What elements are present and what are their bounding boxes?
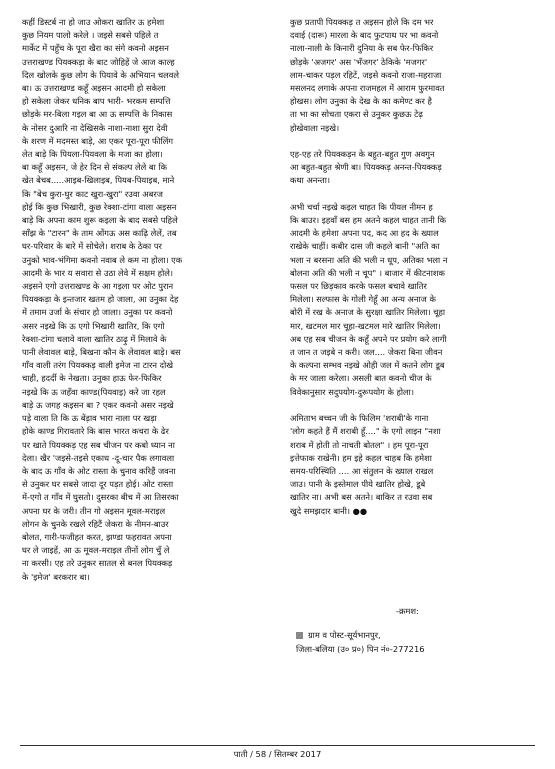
- left-column: [22, 16, 274, 584]
- text-line: इत्तेफाक राखेनी। हम इहे कहल चाहब कि हमेशा: [290, 452, 432, 463]
- text-line: समय-परिस्थिति .... आ संतुलन के ख्याल राखल: [290, 465, 434, 476]
- text-line: पियक्कड़ा के इन्तजार खतम हो जाला, आ उनुका देह: [22, 294, 179, 305]
- text-line: साँझ के "टारन" के ताम ओंगऊ अस काढ़ि लेलें, तब: [22, 228, 177, 239]
- text-line: के शरण में मदमस्त बाड़े, आ एकर पूरा-पूरा फीलिंग: [22, 135, 174, 146]
- text-line: मार, खटमल मार चूहा-खटमल मारे खातिर मिलेला।: [290, 320, 441, 331]
- text-line: के कल्पना सम्भव नइखे ओही जल में कतने लोग डूब: [290, 360, 445, 371]
- continued-note: -क्रमश:: [396, 606, 419, 616]
- text-line: बा। ऊ उत्तराखण्ड कहूँ अइसन आदमी हो सकेला: [22, 83, 166, 94]
- text-line: होके काण्ड गिरावतारे कि बास भारत कचरा के ढेर: [22, 426, 169, 437]
- text-line: बोलना अति की भली न चूप" । बाजार में कीटनाशक: [290, 267, 445, 278]
- text-line: पर खाते पियक्कड़ एह सब चीजन पर कबो ध्यान ना: [22, 439, 175, 450]
- text-line: आदमी के भार य सवारा से उठा लेवे में सक्षम होले।: [22, 267, 174, 278]
- text-line: खुदे समझदार बानी। ●●: [290, 505, 368, 516]
- text-line: दवाई (दारू) मारला के बाद फुटपाथ पर भा कवनो: [290, 30, 439, 41]
- text-line: के 'इमेज' बरकरार बा।: [22, 571, 90, 582]
- text-line: नाला-नाली के किनारी दुनिया के सब फेर-फिकिर: [290, 43, 434, 54]
- text-line: बाड़े ऊ जगह कइसन बा ? एकर कवनो असर नइखे: [22, 399, 174, 410]
- text-line: दिल खोलके कुछ लोग के पियावे के अभियान चलवले: [22, 69, 180, 80]
- text-line: खेत बेचब.....आइब-खिलाइब, पियब-पियाइब, माने: [22, 175, 175, 186]
- text-line: बाड़े कि अपना काम शुरू कइला के बाद सबसे पहिले: [22, 215, 178, 226]
- text-line: छोड़के 'अजगर' अस 'भँजगर' ठेकिके 'मजगर': [290, 56, 428, 67]
- text-line: छोड़के मर-बिला गइल बा आ ऊ सम्पत्ति के निकास: [22, 109, 173, 120]
- text-line: होई कि कुछ भिखारी, कुछ रेक्शा-टांगा वाला अइसन: [22, 201, 177, 212]
- text-line: [290, 188, 540, 201]
- text-line: में-एगो त गाँव में घुसतो। दुसरका बीच में आ तिसरका: [22, 492, 179, 503]
- text-line: रेक्शा-टांगा चलावे वाला खातिर ठाढ़ु में मिलावे के: [22, 333, 167, 344]
- address-village: ग्राम व पोस्ट-सूर्यभानपुर,: [308, 630, 381, 640]
- text-line: एह-एह तरे पियक्कड़न के बहुत-बहुत गुण अवगुन: [290, 149, 435, 160]
- text-line: उत्तराखण्ड पियक्कड़ा के बाट जोहिहें जे आज काल्ह: [22, 56, 175, 67]
- bullet-square-icon: [296, 632, 303, 639]
- text-line: लोगन के चुनके रखले रहिटैं जेकरा के नीमन-बाउर: [22, 518, 169, 529]
- text-line: जाउ। पानी के इस्तेमाल पीये खातिर होखे, डूबे: [290, 479, 426, 490]
- text-line: के बाद ऊ गाँव के ओट रास्ता के चुनाव करिहैं जवना: [22, 465, 176, 476]
- text-line: आ बहुत-बहुत श्रेणी बा। पियक्कड़ अनन्त-पियक्कड़: [290, 162, 442, 173]
- text-line: के नोसर दुआरि ना देखिसके नाशा-नाशा सुरा देवी: [22, 122, 168, 133]
- text-line: नइखे कि ऊ जहँवा काण्ड(पियवाइ) करे जा रहल: [22, 386, 166, 397]
- text-line: लाम-चाकर पड़ल रहिटें, जइसे कवनो राजा-महराजा: [290, 69, 442, 80]
- text-line: बोरी में रख के अनाज के सुरक्षा खातिर मिलेला। चूहा: [290, 307, 446, 318]
- text-line: [290, 399, 540, 412]
- text-line: कुछ प्रतापी पियक्कड़ त अइसन होले कि दम भर: [290, 17, 434, 27]
- text-line: पानी लेवावल बाड़े, बिखना कौन के लेवावल बाड़े। बस: [22, 347, 181, 358]
- text-line: उनुको भाव-भंगिमा कवनो नवाब ले कम ना होला। एक: [22, 254, 183, 265]
- text-line: घर ले जाइहें, आ ऊ मूवल-मराइल तीनों लोग चुँ ले: [22, 545, 170, 556]
- text-line: असर नइखे कि ऊ एगो भिखारी खातिर, कि एगो: [22, 320, 165, 331]
- text-line: पड़े वाला ति कि ऊ बेंड़ाव भारा नाला पर खड़ा: [22, 413, 157, 424]
- text-line: कहीं डिस्टर्ब ना हो जाउ ओकरा खातिर ऊ हमेशा: [22, 17, 165, 27]
- text-line: अपना घर के जरी। तीन गो अइसन मूवल-मराइल: [22, 505, 166, 516]
- text-line: अइसने एगो उत्तराखण्ड के आ गइला पर ओट पुरान: [22, 281, 174, 292]
- text-line: भला न बरसना अति की भली न धूप, अतिका भला न: [290, 254, 448, 265]
- footer-divider: [20, 745, 535, 746]
- text-line: चाही, हदर्दी के नेखता। उनुका हाऊ फेर-फिकिर: [22, 373, 162, 384]
- text-line: देला। खैर 'जइसे-तइसे एकाध -दू-चार पैक लगावला: [22, 452, 175, 463]
- text-line: [290, 135, 540, 148]
- text-line: फसल पर छिड़काव करके फसल बचावे खातिर: [290, 281, 427, 292]
- text-line: में तमाम उर्जा के संचार हो जाला। उनुका पर कवनो: [22, 307, 173, 318]
- page-footer: पाती / 58 / सितम्बर 2017: [233, 749, 322, 759]
- text-line: 'लोग कहते हैं मैं शराबी हूँ...." के एगो लाइन "नशा: [290, 426, 441, 437]
- text-line: से उनुकर घर सबसे जादा दूर पड़त होई। ओट रास्ता: [22, 479, 174, 490]
- right-column: [290, 16, 540, 518]
- text-line: बा कहूँ अइसन, जे हेर दिन से संकल्प लेले बा कि: [22, 162, 167, 173]
- text-line: बोलत, गारी-फजीहत करत, झण्डा फहरावत अपना: [22, 531, 172, 542]
- text-line: मार्केट में पहुँच के पूरा खैरा का संगे कवनो अइसन: [22, 43, 169, 54]
- text-line: कुछ नियम पालो करेले । जइसे सबसे पहिले त: [22, 30, 159, 41]
- text-line: आदमी के हमेशा अपना पद, कद आ हद के ख्याल: [290, 228, 439, 239]
- text-line: लेत बाड़े कि पियला-पियवला के मजा का होला।: [22, 149, 163, 160]
- text-line: होखेवाला नइखे।: [290, 122, 340, 133]
- text-line: कथा अनन्ता।: [290, 175, 330, 186]
- text-line: राखेके चाहीं। कबीर दास जी कहले बानी "अति का: [290, 241, 440, 252]
- text-line: अब एह सब चीजन के कहूँ अपने पर प्रयोग करे लागी: [290, 333, 447, 344]
- address-line-1: [296, 628, 516, 642]
- text-line: कि बाउर। इहवाँ बस हम अतने कहल चाहत तानी कि: [290, 215, 446, 226]
- text-line: विवेकानुसार सदुपयोग-दुरूपयोग के होला।: [290, 386, 414, 397]
- text-line: त जान त जइबे न करी। जल.... जेकरा बिना जीवन: [290, 347, 443, 358]
- text-line: शराब में होती तो नाचती बोतल" । हम पूरा-पूरा: [290, 439, 429, 450]
- text-line: के मर जाला करेला। असली बात कवनो चीज के: [290, 373, 432, 384]
- text-line: ता भा का सोचता एकरा से उनुकर कुछऊ टेढ़: [290, 109, 423, 120]
- text-line: मसलनद लगाके अपना राजमहल में आराम फुरमावत: [290, 83, 445, 94]
- text-line: होखस। लोग उनुका के देख के का कमेण्ट कर है: [290, 96, 432, 107]
- text-line: खातिर ना। अभी बस अतने। बाकिर त रउवा सब: [290, 492, 433, 503]
- text-line: गाँव वाली तरंग पियक्कड़ वाली इमेज ना टारन दोखे: [22, 360, 174, 371]
- text-line: अभी चर्चा नइखे कइल चाहत कि पीयल नीमन ह: [290, 201, 433, 212]
- text-line: घर-परिवार के बारे में सोचेले। शराब के ठेका पर: [22, 241, 162, 252]
- text-line: ना करसी। एह तरे उनुकर सातल से बनल पियक्कड़: [22, 558, 173, 569]
- author-address: [296, 628, 516, 656]
- text-line: हो सकेला जेकर धनिक बाप भारी- भरकम सम्पत्ति: [22, 96, 171, 107]
- address-line-2: जिला-बलिया (उ० प्र०) पिन नं०-277216: [296, 644, 425, 654]
- text-line: कि "बेच कुरा-घुर काट खुरा-खुरा" रउवा अबरज: [22, 188, 163, 199]
- text-line: मिलेला। सल्फास के गोली गेहूँ आ अन्य अनाज के: [290, 294, 436, 305]
- text-line: अमिताभ बच्चन जी के फिलिम 'शराबी'के गाना: [290, 413, 429, 424]
